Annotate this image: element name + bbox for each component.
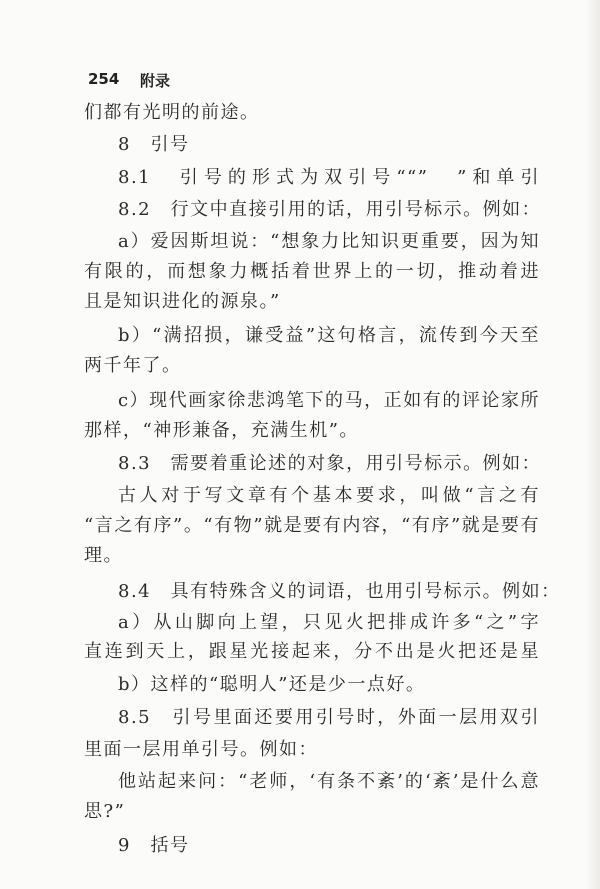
running-header: 附录 — [140, 72, 171, 90]
page-edge-shadow — [586, 0, 600, 889]
text-line: 8.1 引号的形式为双引号““” ”和单引 — [118, 167, 540, 188]
text-line: b）“满招损，谦受益”这句格言，流传到今天至 — [118, 325, 540, 346]
text-line: 有限的，而想象力概括着世界上的一切，推动着进 — [84, 261, 540, 282]
text-line: 8.5 引号里面还要用引号时，外面一层用双引 — [118, 707, 540, 728]
text-line: 他站起来问：“老师，‘有条不紊’的‘紊’是什么意 — [118, 771, 540, 792]
text-line: “言之有序”。“有物”就是要有内容，“有序”就是要有 — [84, 515, 540, 536]
text-line: 理。 — [84, 545, 123, 566]
text-line: 直连到天上，跟星光接起来，分不出是火把还是星 — [84, 641, 540, 662]
text-line: b）这样的“聪明人”还是少一点好。 — [118, 674, 426, 695]
text-line: 8.4 具有特殊含义的词语，也用引号标示。例如： — [118, 581, 561, 602]
text-line: a）爱因斯坦说：“想象力比知识更重要，因为知 — [118, 231, 540, 252]
page-number: 254 — [88, 70, 120, 88]
text-line: 那样，“神形兼备，充满生机”。 — [84, 420, 359, 441]
text-line: 里面一层用单引号。例如： — [84, 739, 318, 760]
section-heading: 9 括号 — [118, 835, 190, 856]
text-line: 8.3 需要着重论述的对象，用引号标示。例如： — [118, 453, 542, 474]
text-line: 且是知识进化的源泉。” — [84, 291, 281, 312]
text-line: 们都有光明的前途。 — [84, 102, 260, 123]
text-line: 古人对于写文章有个基本要求，叫做“言之有 — [118, 485, 540, 506]
text-line: 思?” — [84, 801, 126, 822]
text-line: a）从山脚向上望，只见火把排成许多“之”字 — [118, 612, 540, 633]
text-line: 8.2 行文中直接引用的话，用引号标示。例如： — [118, 199, 542, 220]
text-line: 两千年了。 — [84, 355, 182, 376]
section-heading: 8 引号 — [118, 134, 190, 155]
text-line: c）现代画家徐悲鸿笔下的马，正如有的评论家所 — [118, 390, 540, 411]
